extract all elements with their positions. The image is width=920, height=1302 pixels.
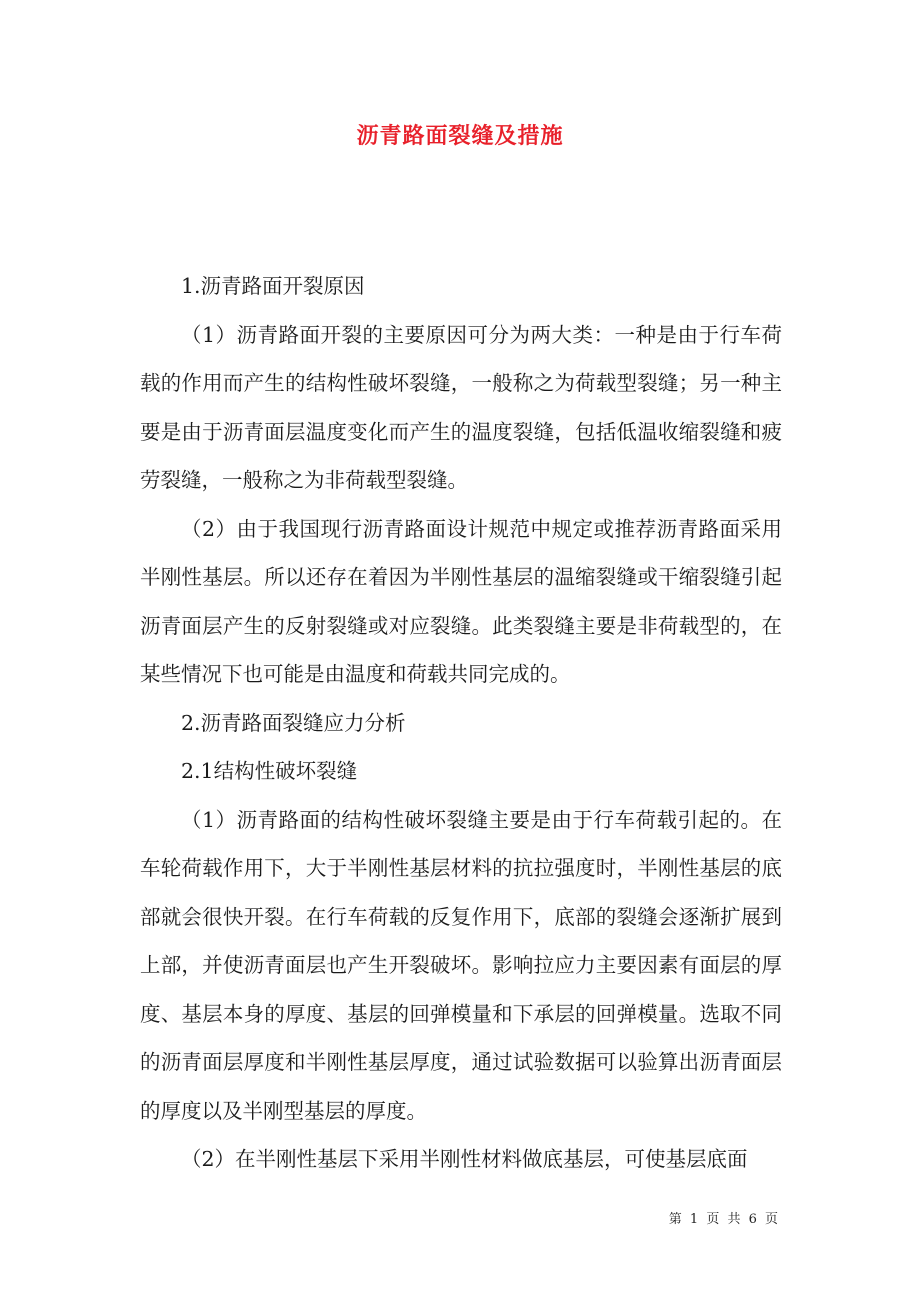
paragraph-1-2: （2）由于我国现行沥青路面设计规范中规定或推荐沥青路面采用半刚性基层。所以还存在着因为半刚性基层的温缩裂缝或干缩裂缝引起沥青面层产生的反射裂缝或对应裂缝。此类裂缝主要是非荷载型的，在某些情况下也可能是由温度和荷载共同完成的。: [140, 516, 782, 686]
section-heading-1: 1.沥青路面开裂原因: [181, 274, 365, 298]
page-footer: 第 1 页 共 6 页: [668, 1212, 780, 1227]
paragraph-1-1: （1）沥青路面开裂的主要原因可分为两大类：一种是由于行车荷载的作用而产生的结构性破坏裂缝，一般称之为荷载型裂缝；另一种主要是由于沥青面层温度变化而产生的温度裂缝，包括低温收缩裂缝和疲劳裂缝，一般称之为非荷载型裂缝。: [140, 322, 782, 492]
subsection-heading-2-1: 2.1结构性破坏裂缝: [181, 759, 358, 783]
section-heading-2: 2.沥青路面裂缝应力分析: [181, 710, 406, 735]
paragraph-2-1-2: （2）在半刚性基层下采用半刚性材料做底基层，可使基层底面: [181, 1147, 748, 1171]
paragraph-2-1-1: （1）沥青路面的结构性破坏裂缝主要是由于行车荷载引起的。在车轮荷载作用下，大于半刚性基层材料的抗拉强度时，半刚性基层的底部就会很快开裂。在行车荷载的反复作用下，底部的裂缝会逐渐扩展到上部，并使沥青面层也产生开裂破坏。影响拉应力主要因素有面层的厚度、基层本身的厚度、基层的回弹模量和下承层的回弹模量。选取不同的沥青面层厚度和半刚性基层厚度，通过试验数据可以验算出沥青面层的厚度以及半刚型基层的厚度。: [140, 807, 782, 1123]
page-title: 沥青路面裂缝及措施: [356, 123, 564, 149]
document-body: [140, 262, 782, 1184]
